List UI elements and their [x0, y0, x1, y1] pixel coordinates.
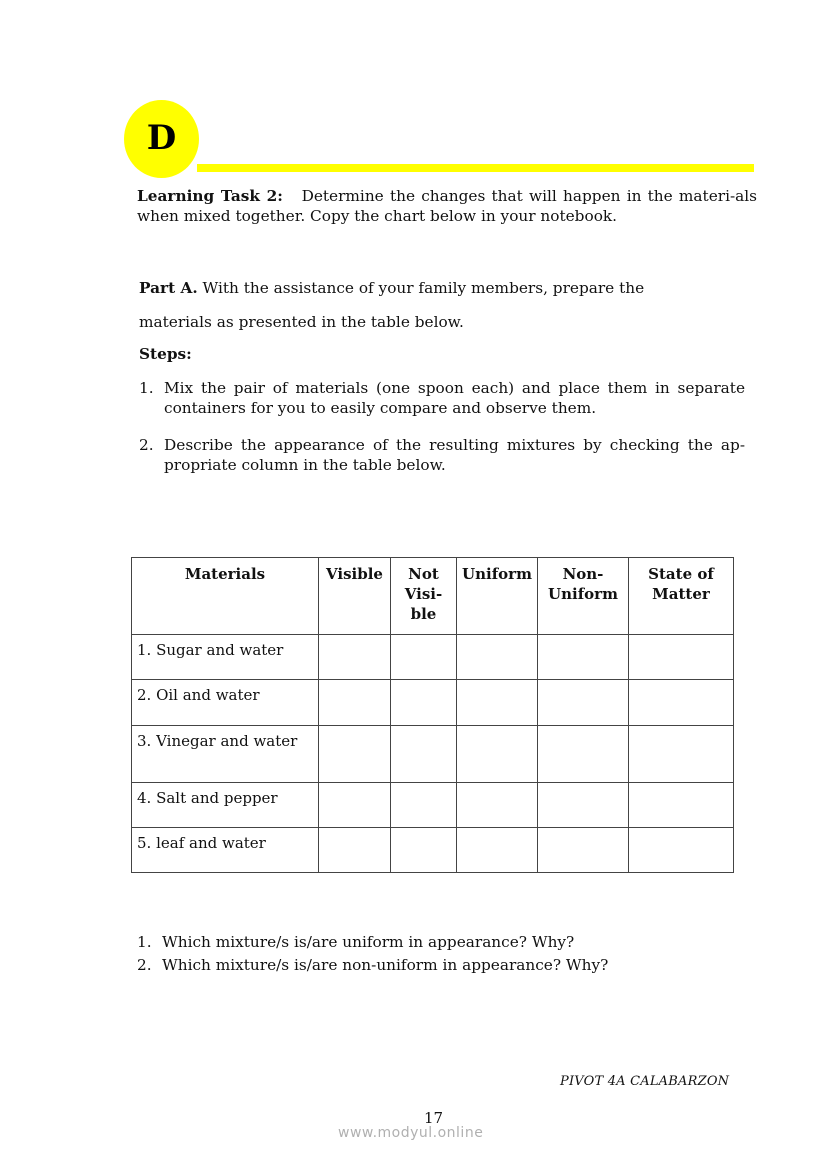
visible-cell[interactable] [319, 783, 391, 828]
non-uniform-cell[interactable] [538, 828, 629, 873]
table-row [132, 828, 734, 873]
material-cell: 5. leaf and water [132, 828, 319, 873]
question-item [137, 933, 757, 951]
page-number: 17 [424, 1109, 444, 1127]
step-number: 2. [139, 436, 154, 454]
table-header-row [132, 558, 734, 635]
visible-cell[interactable] [319, 635, 391, 680]
header-materials: Materials [132, 558, 319, 635]
watermark: www.modyul.online [338, 1125, 484, 1141]
header-non-uniform: Non- Uniform [538, 558, 629, 635]
table-row [132, 726, 734, 783]
learning-task-text: Determine the changes that will happen in the materi-als when mixed together. Copy the chart below in your notebook. [137, 187, 757, 225]
question-text: Which mixture/s is/are non-uniform in appearance? Why? [162, 956, 609, 974]
state-of-matter-cell[interactable] [629, 635, 734, 680]
visible-cell[interactable] [319, 680, 391, 726]
question-text: Which mixture/s is/are uniform in appearance? Why? [162, 933, 575, 951]
state-of-matter-cell[interactable] [629, 680, 734, 726]
step-item [139, 378, 745, 418]
material-cell: 4. Salt and pepper [132, 783, 319, 828]
step-item [139, 435, 745, 475]
publisher-footer: PIVOT 4A CALABARZON [560, 1074, 730, 1089]
step-text: Mix the pair of materials (one spoon each) and place them in separate containers for you to easily compare and observe them. [164, 379, 745, 417]
part-a-label: Part A. [139, 279, 198, 297]
materials-table [131, 557, 734, 873]
learning-task-label: Learning Task 2: [137, 187, 283, 205]
material-cell: 2. Oil and water [132, 680, 319, 726]
uniform-cell[interactable] [457, 635, 538, 680]
not-visible-cell[interactable] [391, 828, 457, 873]
part-a-line2: materials as presented in the table below. [139, 313, 464, 331]
uniform-cell[interactable] [457, 726, 538, 783]
table-row [132, 635, 734, 680]
non-uniform-cell[interactable] [538, 680, 629, 726]
visible-cell[interactable] [319, 726, 391, 783]
learning-task [137, 186, 757, 226]
not-visible-cell[interactable] [391, 726, 457, 783]
question-item [137, 956, 757, 974]
non-uniform-cell[interactable] [538, 635, 629, 680]
header-not-visible: Not Visi- ble [391, 558, 457, 635]
not-visible-cell[interactable] [391, 680, 457, 726]
uniform-cell[interactable] [457, 783, 538, 828]
state-of-matter-cell[interactable] [629, 783, 734, 828]
non-uniform-cell[interactable] [538, 783, 629, 828]
header-uniform: Uniform [457, 558, 538, 635]
question-number: 1. [137, 933, 152, 951]
table-row [132, 783, 734, 828]
material-cell: 1. Sugar and water [132, 635, 319, 680]
header-visible: Visible [319, 558, 391, 635]
header-state-of-matter: State of Matter [629, 558, 734, 635]
part-a-intro [139, 278, 759, 298]
steps-heading: Steps: [139, 345, 192, 363]
visible-cell[interactable] [319, 828, 391, 873]
part-a-line1: With the assistance of your family members, prepare the [202, 279, 645, 297]
step-number: 1. [139, 379, 154, 397]
question-number: 2. [137, 956, 152, 974]
non-uniform-cell[interactable] [538, 726, 629, 783]
section-divider-bar [197, 164, 754, 172]
state-of-matter-cell[interactable] [629, 726, 734, 783]
uniform-cell[interactable] [457, 828, 538, 873]
table-row [132, 680, 734, 726]
step-text: Describe the appearance of the resulting mixtures by checking the ap-propriate column in the table below. [164, 436, 745, 474]
not-visible-cell[interactable] [391, 635, 457, 680]
section-letter: D [146, 118, 177, 158]
not-visible-cell[interactable] [391, 783, 457, 828]
material-cell: 3. Vinegar and water [132, 726, 319, 783]
state-of-matter-cell[interactable] [629, 828, 734, 873]
uniform-cell[interactable] [457, 680, 538, 726]
